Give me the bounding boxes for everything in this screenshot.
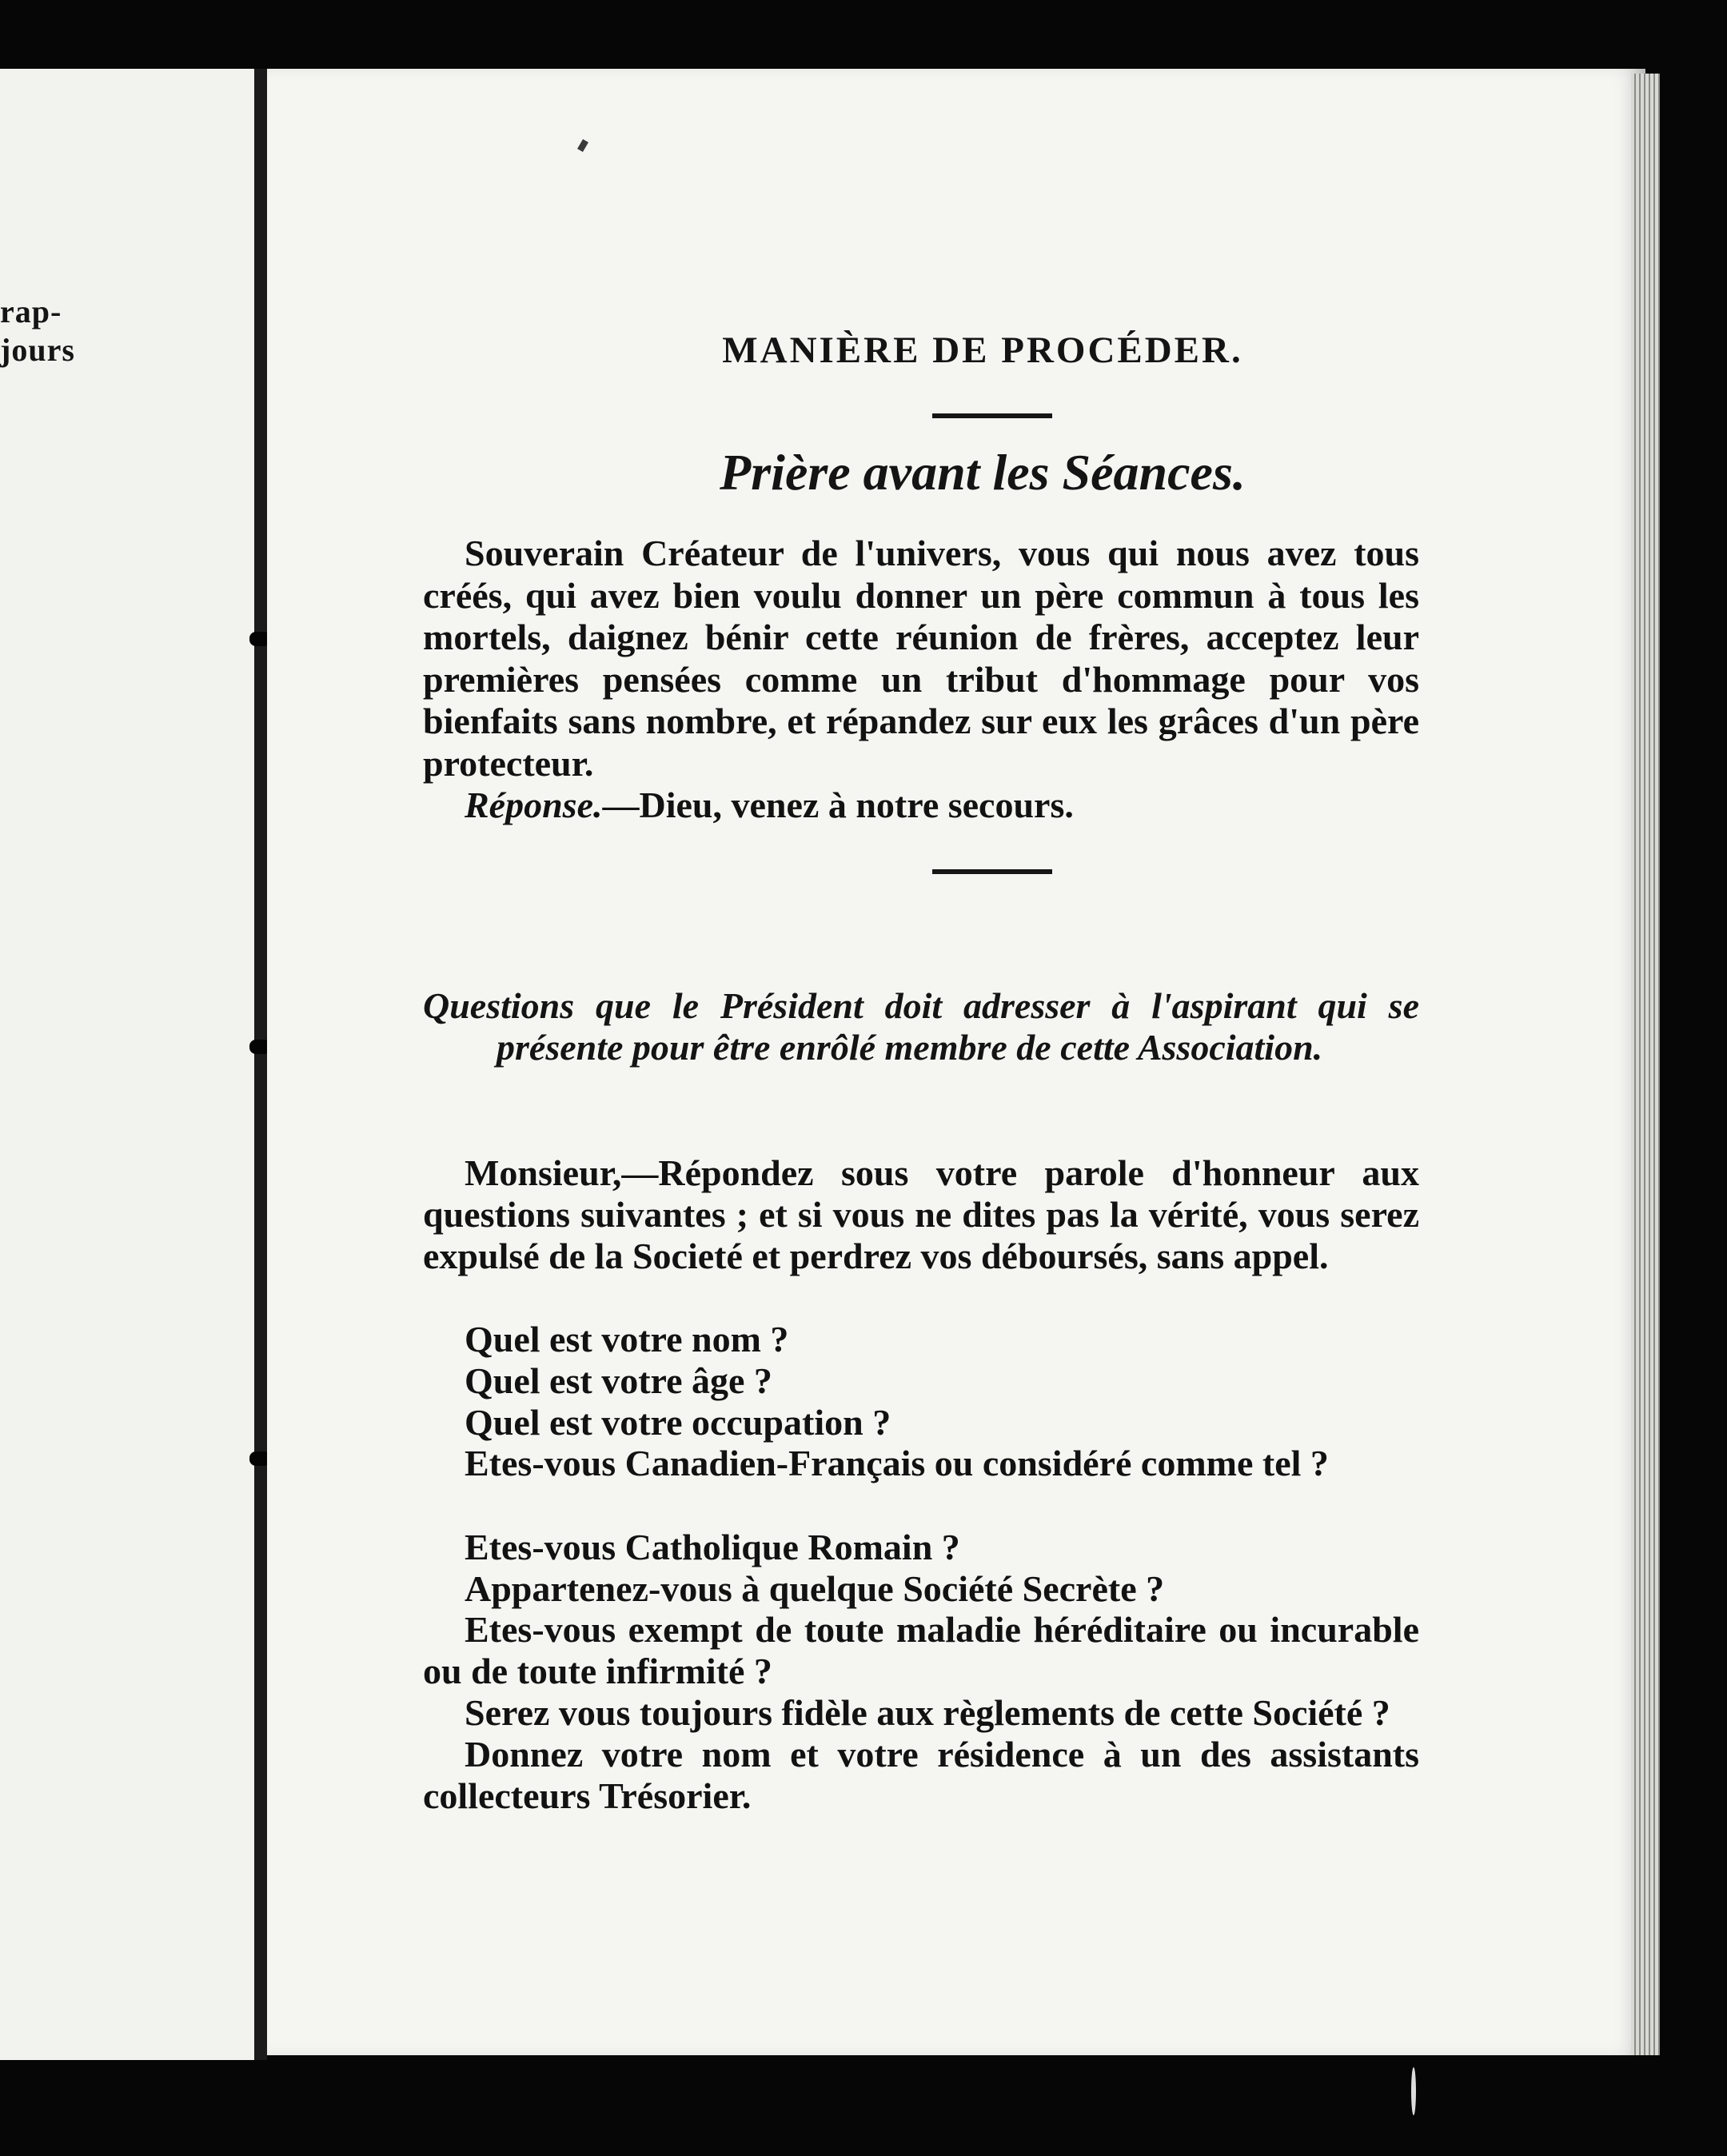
- question-item: Etes-vous Catholique Romain ?: [465, 1527, 960, 1567]
- page-content: [423, 69, 1702, 1988]
- question-item-block: [423, 1443, 1419, 1484]
- prayer-response: [423, 785, 1419, 827]
- questions-intro-block: [423, 1152, 1419, 1277]
- question-item: Appartenez-vous à quelque Société Secrète ?: [465, 1568, 1165, 1609]
- left-page: [0, 69, 264, 2060]
- page-title: MANIÈRE DE PROCÉDER.: [722, 329, 1243, 371]
- question-item: Etes-vous exempt de toute maladie héréditaire ou incurable ou de toute infirmité ?: [423, 1609, 1419, 1691]
- divider-rule: [932, 413, 1052, 418]
- question-item: Quel est votre âge ?: [465, 1360, 772, 1401]
- page-edges: [1631, 74, 1660, 2055]
- question-item: Quel est votre nom ?: [465, 1319, 789, 1359]
- left-page-fragment: jours: [0, 332, 75, 368]
- left-page-fragment: rap-: [0, 293, 62, 329]
- question-item-block: [423, 1609, 1419, 1817]
- questions-heading: Questions que le Président doit adresser à l'aspirant qui se présente pour être enrôlé membre de cette Association.: [423, 985, 1419, 1068]
- question-item: Serez vous toujours fidèle aux règlements de cette Société ?: [465, 1692, 1390, 1733]
- response-text: —Dieu, venez à notre secours.: [602, 785, 1074, 825]
- question-item: Quel est votre occupation ?: [465, 1402, 891, 1443]
- prayer-heading: Prière avant les Séances.: [720, 444, 1246, 501]
- questions-intro: Monsieur,—Répondez sous votre parole d'honneur aux questions suivantes ; et si vous ne dites pas la vérité, vous serez expulsé de la Societé et perdrez vos déboursés, sans appel.: [423, 1152, 1419, 1276]
- response-label: Réponse.: [465, 785, 603, 825]
- question-item: Donnez votre nom et votre résidence à un des assistants collecteurs Trésorier.: [423, 1734, 1419, 1816]
- speck-mark: [1411, 2067, 1416, 2115]
- question-item: Etes-vous Canadien-Français ou considéré comme tel ?: [465, 1443, 1329, 1483]
- prayer-text-block: [423, 533, 1419, 827]
- divider-rule: [932, 869, 1052, 874]
- right-page: [267, 69, 1645, 2055]
- book-spine: [254, 69, 267, 2060]
- prayer-text: Souverain Créateur de l'univers, vous qui nous avez tous créés, qui avez bien voulu donner un père commun à tous les mortels, daignez bénir cette réunion de frères, acceptez leur premières pensées comme un tribut d'hommage pour vos bienfaits sans nombre, et répandez sur eux les grâces d'un père protecteur.: [423, 533, 1419, 784]
